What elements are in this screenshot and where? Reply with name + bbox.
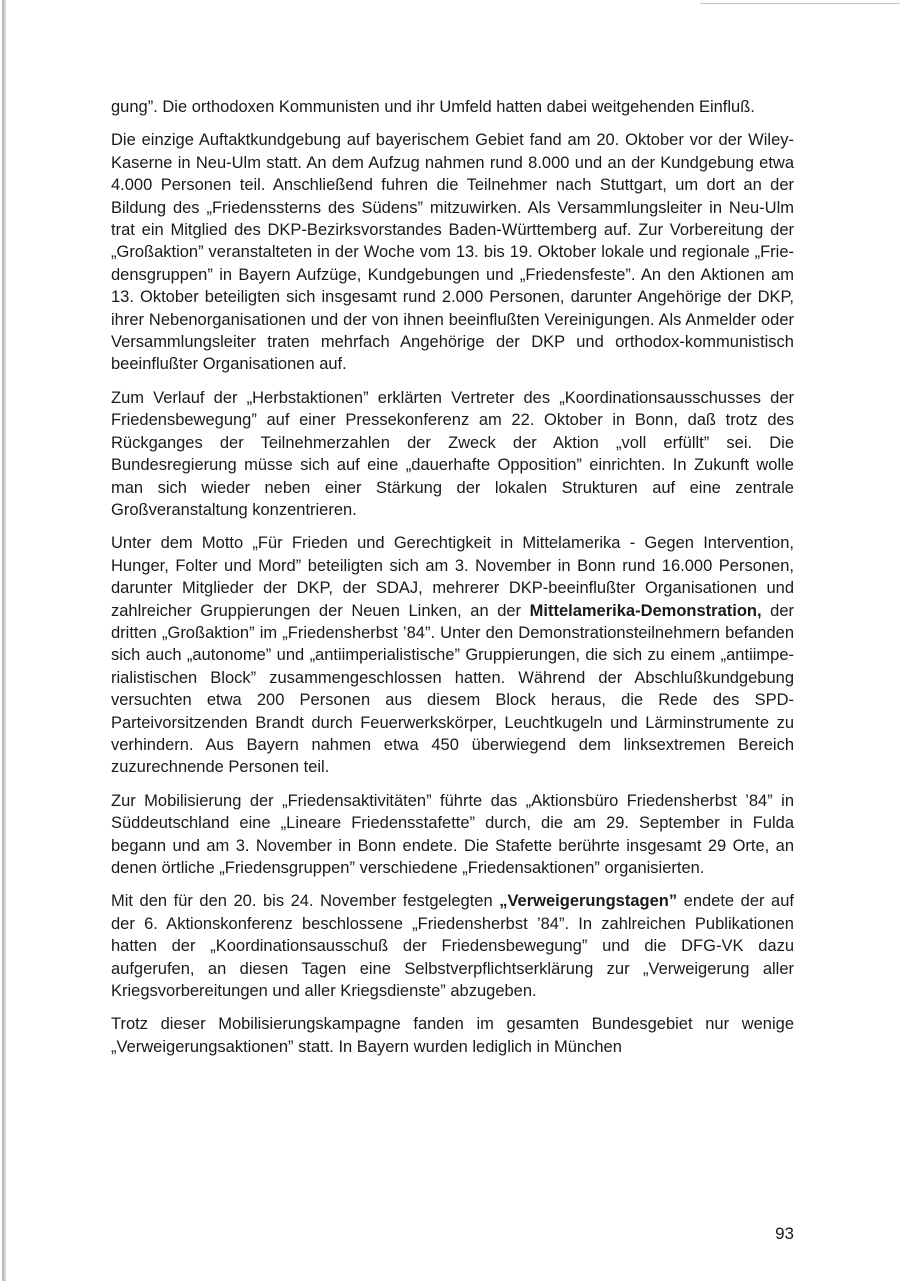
paragraph-2: [111, 129, 794, 375]
bold-term-mittelamerika: Mittelamerika-Demonstration,: [529, 601, 762, 620]
paragraph-3: [111, 387, 794, 521]
paragraph-text: endete der auf der 6. Aktionskonferenz beschlossene „Friedensherbst ’84”. In zahlreichen Publikationen hatten der „Koordinationsausschuß der Friedensbewegung” und die DFG-VK dazu aufgerufen, an diesen Tagen eine Selbstverpflichtserklärung zur „Verweigerung aller Kriegsvorbereitungen und aller Kriegsdienste” abzugeben.: [111, 892, 794, 1001]
paragraph-text: Zur Mobilisierung der „Friedensaktivitäten” führte das „Aktionsbüro Friedensherbst ’84” in Süddeutschland eine „Lineare Friedensstafette” durch, die am 29. September in Fulda begann und am 3. November in Bonn endete. Die Stafette berührte insgesamt 29 Orte, an denen örtliche „Friedensgruppen” verschiedene „Friedensaktionen” organisierten.: [111, 791, 794, 877]
page-number: 93: [775, 1224, 794, 1243]
page-body-text: [111, 96, 794, 1069]
paragraph-5: [111, 790, 794, 880]
paragraph-text: der dritten „Großaktion” im „Friedensherbst ’84”. Unter den Demonstrationsteilnehmern befanden sich auch „autonome” und „antiimperialistische” Gruppierungen, die sich zu einem „antiimperialistischen Block” zusammengeschlossen hatten. Während der Abschlußkundgebung versuchten etwa 200 Personen aus diesem Block heraus, die Rede des SPD-Parteivorsitzenden Brandt durch Feuerwerkskörper, Leuchtkugeln und Lärminstrumente zu verhindern. Aus Bayern nahmen etwa 450 überwiegend dem linksextremen Bereich zuzurechnende Personen teil.: [111, 601, 795, 777]
paragraph-text: gung”. Die orthodoxen Kommunisten und ihr Umfeld hatten dabei weitgehenden Einfluß.: [111, 98, 755, 116]
paragraph-text: Trotz dieser Mobilisierungskampagne fanden im gesamten Bundesgebiet nur wenige „Verweigerungsaktionen” statt. In Bayern wurden lediglich in München: [111, 1015, 794, 1056]
bold-term-verweigerungstage: „Verweigerungstagen”: [499, 892, 678, 911]
paragraph-text: Zum Verlauf der „Herbstaktionen” erklärten Vertreter des „Koordinationsausschusses der Friedensbewegung” auf einer Pressekonferenz am 22. Oktober in Bonn, daß trotz des Rückganges der Teilnehmerzahlen der Zweck der Aktion „voll erfüllt” sei. Die Bundesregierung müsse sich auf eine „dauerhafte Opposition” einrichten. In Zukunft wolle man sich wieder neben einer Stärkung der lokalen Strukturen auf eine zentrale Großveranstaltung konzentrieren.: [111, 388, 794, 519]
paragraph-text: Die einzige Auftaktkundgebung auf bayerischem Gebiet fand am 20. Oktober vor der Wiley-Kaserne in Neu-Ulm statt. An dem Aufzug nahmen rund 8.000 und an der Kundgebung etwa 4.000 Personen teil. Anschließend fuhren die Teilnehmer nach Stuttgart, um dort an der Bildung des „Friedenssterns des Südens” mitzuwirken. Als Versammlungsleiter in Neu-Ulm trat ein Mitglied des DKP-Bezirksvorstandes Baden-Württemberg auf. Zur Vorbereitung der „Großaktion” veranstalteten in der Woche vom 13. bis 19. Oktober lokale und regionale „Friedensgruppen” in Bayern Aufzüge, Kundgebungen und „Friedensfeste”. An den Aktionen am 13. Oktober beteiligten sich insgesamt rund 2.000 Personen, darunter Angehörige der DKP, ihrer Nebenorganisationen und der von ihnen beeinflußten Vereinigungen. Als Anmelder oder Versammlungsleiter traten mehrfach Angehörige der DKP und orthodox-kommunistisch beeinflußter Organisationen auf.: [111, 131, 794, 374]
paragraph-text: Unter dem Motto „Für Frieden und Gerechtigkeit in Mittelamerika - Gegen Intervention, Hunger, Folter und Mord” beteiligten sich am 3. November in Bonn rund 16.000 Personen, darunter Mitglieder der DKP, der SDAJ, mehrerer DKP-beeinflußter Organisationen und zahlreicher Gruppierungen der Neuen Linken, an der: [111, 534, 794, 620]
paragraph-1: [111, 96, 794, 118]
paragraph-text: Mit den für den 20. bis 24. November festgelegten: [111, 892, 500, 911]
paragraph-7: [111, 1013, 794, 1058]
paragraph-4: [111, 532, 794, 778]
scan-edge-shadow: [2, 0, 6, 1281]
paragraph-6: [111, 890, 794, 1002]
scan-top-line: [700, 3, 900, 4]
